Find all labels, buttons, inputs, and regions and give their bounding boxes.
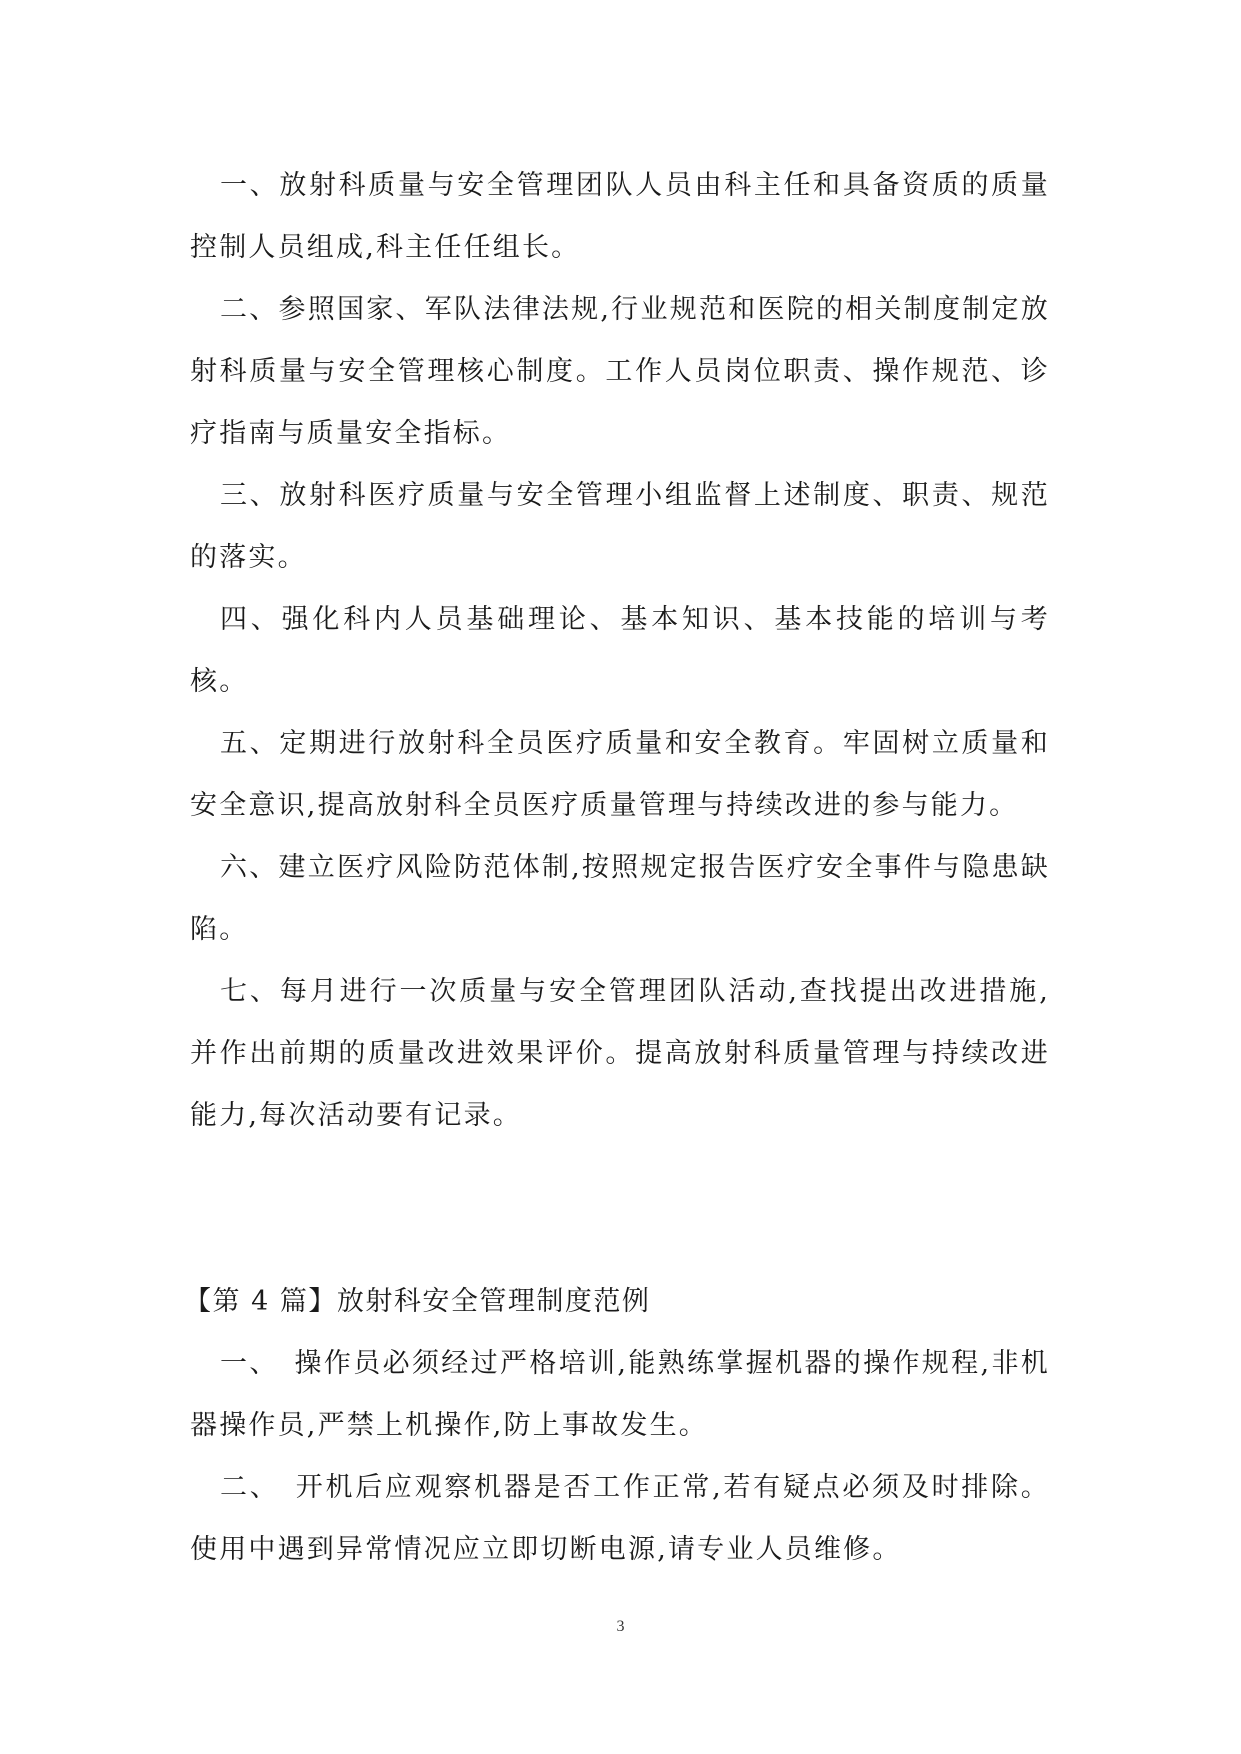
paragraph: 六、建立医疗风险防范体制,按照规定报告医疗安全事件与隐患缺陷。 <box>190 852 1050 945</box>
paragraph: 二、 开机后应观察机器是否工作正常,若有疑点必须及时排除。使用中遇到异常情况应立即切断电源,请专业人员维修。 <box>190 1472 1050 1565</box>
paragraph: 七、每月进行一次质量与安全管理团队活动,查找提出改进措施,并作出前期的质量改进效果评价。提高放射科质量管理与持续改进能力,每次活动要有记录。 <box>190 976 1050 1131</box>
paragraph: 四、强化科内人员基础理论、基本知识、基本技能的培训与考核。 <box>190 604 1050 697</box>
page-number: 3 <box>616 1618 625 1635</box>
section-spacer <box>190 1147 1050 1271</box>
section-title: 【第 4 篇】放射科安全管理制度范例 <box>184 1286 651 1317</box>
document-body <box>184 155 1050 1581</box>
paragraph: 五、定期进行放射科全员医疗质量和安全教育。牢固树立质量和安全意识,提高放射科全员医疗质量管理与持续改进的参与能力。 <box>190 728 1050 821</box>
paragraph: 一、 操作员必须经过严格培训,能熟练掌握机器的操作规程,非机器操作员,严禁上机操作,防上事故发生。 <box>190 1348 1050 1441</box>
paragraph: 一、放射科质量与安全管理团队人员由科主任和具备资质的质量控制人员组成,科主任任组长。 <box>190 170 1050 263</box>
paragraph: 三、放射科医疗质量与安全管理小组监督上述制度、职责、规范的落实。 <box>190 480 1050 573</box>
paragraph: 二、参照国家、军队法律法规,行业规范和医院的相关制度制定放射科质量与安全管理核心制度。工作人员岗位职责、操作规范、诊疗指南与质量安全指标。 <box>190 294 1050 449</box>
